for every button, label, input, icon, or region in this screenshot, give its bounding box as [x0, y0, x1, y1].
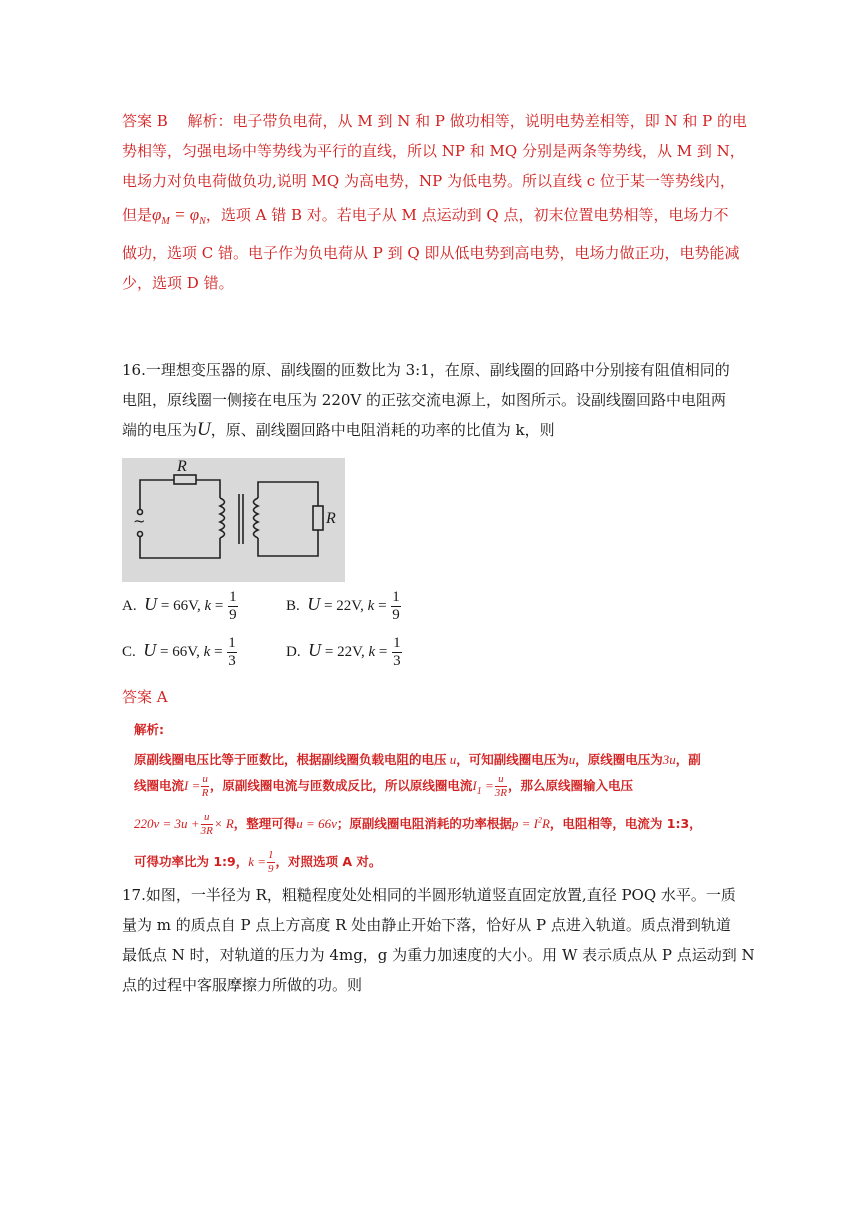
fraction-denominator: 9 — [392, 607, 400, 623]
option-label: A. — [122, 597, 137, 614]
text-line: 答案 B 解析：电子带负电荷，从 M 到 N 和 P 做功相等，说明电势差相等，即 N 和 P 的电 — [122, 112, 748, 130]
analysis-line: 原副线圈电压比等于匝数比，根据副线圈负载电阻的电压 u，可知副线圈电压为u，原线圈电压为3u，副 — [134, 752, 701, 767]
text-line: 量为 m 的质点自 P 点上方高度 R 处由静止开始下落，恰好从 P 点进入轨道。质点滑到轨道 — [122, 916, 731, 934]
text-segment: ，原副线圈电流与匝数成反比，所以原线圈电流 — [209, 778, 473, 793]
fraction-denominator: 3 — [228, 653, 236, 669]
option-c: C. U = 66V, k = $\frac{1}{3}$ — [122, 635, 236, 669]
text-segment: ，对照选项 A 对。 — [275, 854, 382, 869]
option-voltage: 22V — [337, 643, 361, 660]
text-segment: ，原、副线圈回路中电阻消耗的功率的比值为 k，则 — [210, 421, 555, 439]
option-label: B. — [286, 597, 300, 614]
fraction-numerator: 1 — [228, 635, 236, 651]
text-line: 势相等，匀强电场中等势线为平行的直线，所以 NP 和 MQ 分别是两条等势线，从 M 到 N， — [122, 142, 745, 160]
text-segment: 但是 — [122, 206, 153, 224]
analysis-title: 解析: — [134, 722, 164, 737]
answer-16 — [122, 682, 732, 712]
text-segment: 线圈电流 — [134, 778, 185, 793]
text-segment: ，整理可得 — [233, 816, 297, 831]
fraction-denominator: 9 — [229, 607, 237, 623]
fraction-numerator: 1 — [229, 589, 237, 605]
text-line — [122, 196, 732, 234]
text-segment: ，电阻相等，电流为 1:3， — [549, 816, 702, 831]
text-line: 17.如图，一半径为 R，粗糙程度处处相同的半圆形轨道竖直固定放置,直径 POQ 水平。一质 — [122, 886, 736, 904]
text-segment: 原副线圈电压比等于匝数比，根据副线圈负载电阻的电压 — [134, 752, 447, 767]
analysis-line: 可得功率比为 1:9，k = $\frac{1}{9}$ ，对照选项 A 对。 — [134, 849, 382, 875]
text-line: 电场力对负电荷做负功,说明 MQ 为高电势，NP 为低电势。所以直线 c 位于某一等势线内， — [122, 172, 735, 190]
option-label: D. — [286, 643, 301, 660]
option-b: B. U = 22V, k = $\frac{1}{9}$ — [286, 589, 400, 623]
analysis-line: 线圈电流I = $\frac{u}{R}$ ，原副线圈电流与匝数成反比，所以原线圈电流$I_1$ = $\frac{u}{3R}$ ，那么原线圈输入电压 — [134, 773, 634, 799]
text-line: 少，选项 D 错。 — [122, 274, 234, 292]
text-line: 点的过程中客服摩擦力所做的功。则 — [122, 976, 363, 994]
fraction-numerator: 1 — [393, 635, 401, 651]
option-d: D. U = 22V, k = $\frac{1}{3}$ — [286, 635, 401, 669]
voltage-symbol: U — [197, 419, 211, 440]
text-line — [122, 415, 732, 445]
option-voltage: 66V — [172, 643, 197, 660]
option-label: C. — [122, 643, 136, 660]
potential-equation: $\varphi_M = \varphi_N$ — [152, 205, 206, 227]
text-line: 做功，选项 C 错。电子作为负电荷从 P 到 Q 即从低电势到高电势，电场力做正功，电势能减 — [122, 244, 740, 262]
fraction-denominator: 3 — [393, 653, 401, 669]
question-17 — [122, 880, 755, 1000]
text-segment: ，副 — [675, 752, 701, 767]
question-16 — [122, 355, 732, 445]
fraction-numerator: 1 — [392, 589, 400, 605]
resistor-label-right: R — [326, 510, 336, 527]
option-voltage: 22V — [336, 597, 361, 614]
text-line: 最低点 N 时，对轨道的压力为 4mg，g 为重力加速度的大小。用 W 表示质点从 P 点运动到 N — [122, 946, 755, 964]
answer-15-explanation — [122, 106, 748, 298]
text-segment: 可得功率比为 1:9， — [134, 854, 249, 869]
text-segment: ；原副线圈电阻消耗的功率根据 — [336, 816, 512, 831]
ac-source-symbol: ~ — [133, 512, 146, 530]
text-segment: ，选项 A 错 B 对。若电子从 M 点运动到 Q 点，初末位置电势相等，电场力不 — [205, 206, 729, 224]
text-line: 电阻，原线圈一侧接在电压为 220V 的正弦交流电源上，如图所示。设副线圈回路中电阻两 — [122, 391, 727, 409]
text-segment: ，那么原线圈输入电压 — [508, 778, 634, 793]
transformer-circuit-figure — [122, 458, 345, 582]
option-a: A. U = 66V, k = $\frac{1}{9}$ — [122, 589, 237, 623]
text-segment: ，可知副线圈电压为 — [456, 752, 569, 767]
answer-text: 答案 A — [122, 688, 168, 706]
option-voltage: 66V — [173, 597, 197, 614]
circuit-diagram — [122, 458, 345, 582]
text-line: 16.一理想变压器的原、副线圈的匝数比为 3:1，在原、副线圈的回路中分别接有阻值相同的 — [122, 361, 730, 379]
resistor-label-top: R — [177, 458, 187, 475]
text-segment: 端的电压为 — [122, 421, 198, 439]
text-segment: ，原线圈电压为 — [575, 752, 663, 767]
analysis-line: 220v = 3u + $\frac{u}{3R}$ × R，整理可得u = 66v；原副线圈电阻消耗的功率根据$p = I^2R$，电阻相等，电流为 1:3， — [134, 811, 702, 837]
